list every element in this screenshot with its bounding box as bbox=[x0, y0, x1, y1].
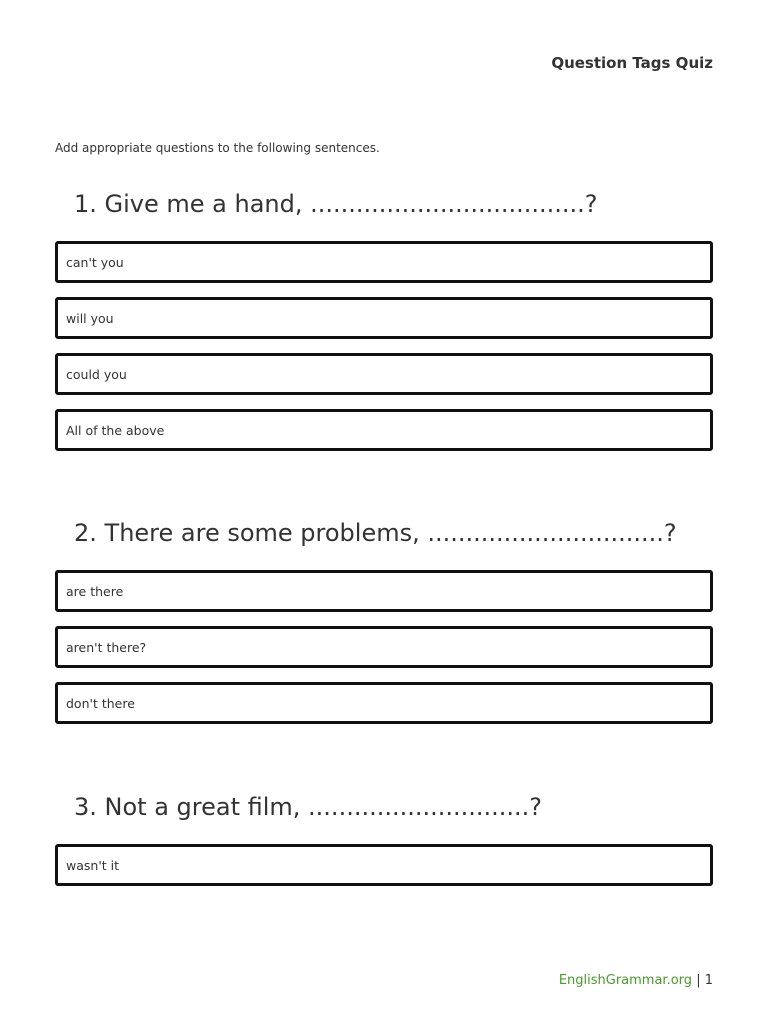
page-number: 1 bbox=[704, 973, 713, 988]
question-2-option-2[interactable] bbox=[55, 626, 713, 668]
question-2-options bbox=[55, 570, 713, 724]
question-2 bbox=[55, 518, 713, 738]
question-2-option-3[interactable] bbox=[55, 682, 713, 724]
option-label: aren't there? bbox=[66, 639, 147, 655]
instructions-text: Add appropriate questions to the following sentences. bbox=[55, 141, 380, 155]
question-1-option-1[interactable] bbox=[55, 241, 713, 283]
option-label: wasn't it bbox=[66, 857, 120, 873]
question-3-options bbox=[55, 844, 713, 886]
option-label: will you bbox=[66, 310, 114, 326]
option-label: don't there bbox=[66, 695, 135, 711]
question-1 bbox=[55, 189, 713, 465]
question-2-option-1[interactable] bbox=[55, 570, 713, 612]
question-1-option-2[interactable] bbox=[55, 297, 713, 339]
page-footer bbox=[559, 973, 713, 988]
option-label: All of the above bbox=[66, 422, 165, 438]
option-label: could you bbox=[66, 366, 127, 382]
option-label: are there bbox=[66, 583, 124, 599]
option-label: can't you bbox=[66, 254, 124, 270]
question-1-options bbox=[55, 241, 713, 451]
question-3-option-1[interactable] bbox=[55, 844, 713, 886]
footer-brand-link[interactable]: EnglishGrammar.org bbox=[558, 973, 693, 988]
question-2-text: 2. There are some problems, ...............................? bbox=[74, 519, 677, 547]
page-title: Question Tags Quiz bbox=[551, 54, 713, 72]
question-1-option-4[interactable] bbox=[55, 409, 713, 451]
question-3 bbox=[55, 792, 713, 900]
footer-separator: | bbox=[696, 973, 701, 988]
question-3-text: 3. Not a great film, .............................? bbox=[74, 793, 543, 821]
question-1-text: 1. Give me a hand, ....................................? bbox=[74, 190, 598, 218]
question-1-option-3[interactable] bbox=[55, 353, 713, 395]
